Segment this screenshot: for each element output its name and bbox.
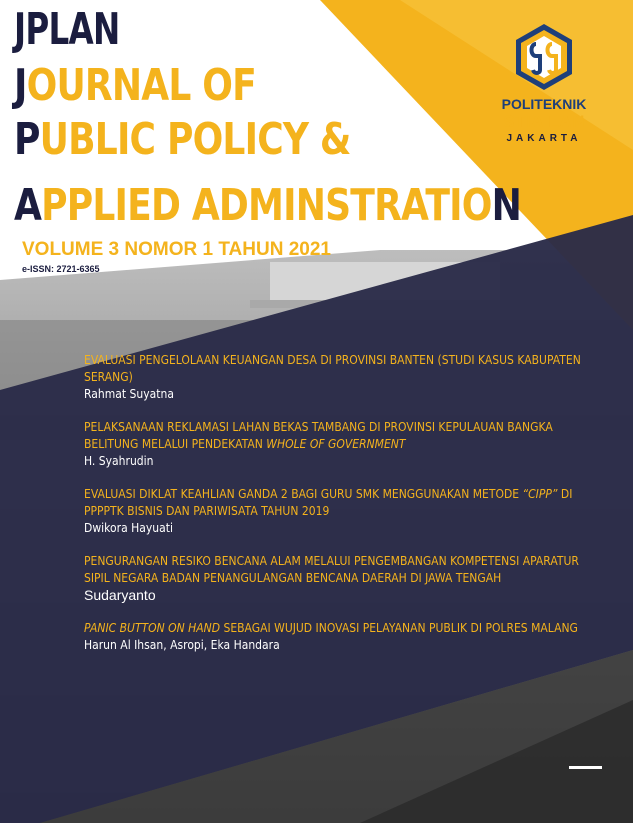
- article-author: Sudaryanto: [84, 587, 156, 603]
- logo-text-politeknik: POLITEKNIK: [501, 96, 587, 112]
- title-line-journal-of: JOURNAL OF: [14, 60, 256, 111]
- article-author: Harun Al Ihsan, Asropi, Eka Handara: [84, 638, 280, 652]
- article-title: PANIC BUTTON ON HAND SEBAGAI WUJUD INOVASI PELAYANAN PUBLIK DI POLRES MALANG: [84, 621, 578, 635]
- article-title: PENGURANGAN RESIKO BENCANA ALAM MELALUI PENGEMBANGAN KOMPETENSI APARATUR SIPIL NEGARA BADAN PENANGULANGAN BENCANA DAERAH DI JAWA TENGAH: [84, 554, 579, 585]
- article-title: EVALUASI DIKLAT KEAHLIAN GANDA 2 BAGI GURU SMK MENGGUNAKAN METODE “CIPP” DI PPPPTK BISNIS DAN PARIWISATA TAHUN 2019: [84, 487, 573, 518]
- volume-issue: VOLUME 3 NOMOR 1 TAHUN 2021: [22, 239, 331, 260]
- article-item: [84, 620, 604, 654]
- decorative-dash: [569, 766, 602, 769]
- article-item: [84, 419, 604, 470]
- logo-text-jakarta: JAKARTA: [506, 133, 582, 144]
- article-author: Dwikora Hayuati: [84, 521, 173, 535]
- article-author: Rahmat Suyatna: [84, 387, 174, 401]
- article-title: PELAKSANAAN REKLAMASI LAHAN BEKAS TAMBANG DI PROVINSI KEPULAUAN BANGKA BELITUNG MELALUI PENDEKATAN WHOLE OF GOVERNMENT: [84, 420, 553, 451]
- issn-number: e-ISSN: 2721-6365: [22, 264, 100, 274]
- logo-text-stia-lan: STIA LAN: [503, 112, 585, 131]
- article-item: [84, 553, 604, 604]
- title-acronym: JPLAN: [14, 4, 120, 55]
- article-item: [84, 352, 604, 403]
- article-title: EVALUASI PENGELOLAAN KEUANGAN DESA DI PROVINSI BANTEN (STUDI KASUS KABUPATEN SERANG): [84, 353, 581, 384]
- article-item: [84, 486, 604, 537]
- title-line-public-policy: PUBLIC POLICY &: [14, 114, 351, 165]
- article-list: [84, 352, 604, 670]
- title-line-applied-administration: APPLIED ADMINSTRATION: [14, 180, 521, 231]
- article-author: H. Syahrudin: [84, 454, 154, 468]
- institution-logo-icon: [512, 22, 576, 92]
